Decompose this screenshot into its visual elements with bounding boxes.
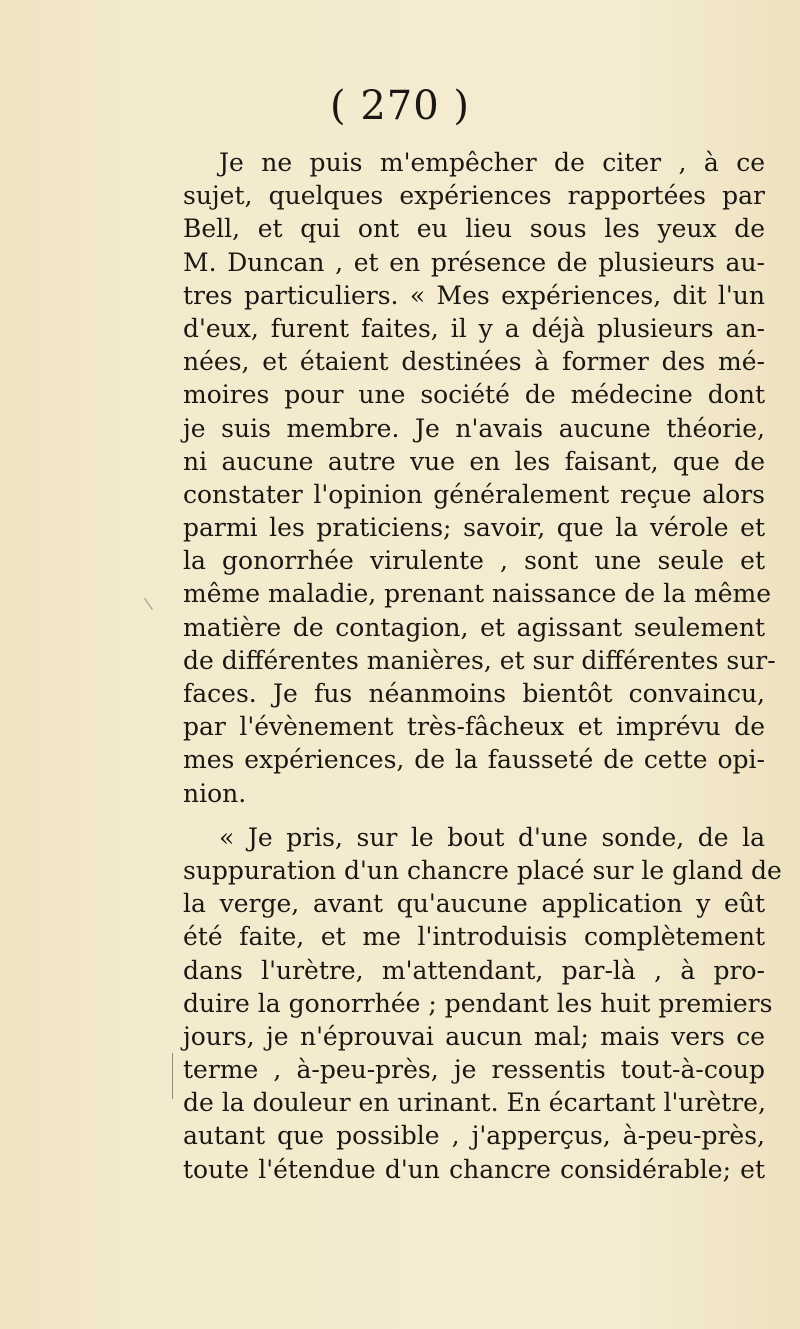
text-line: terme , à-peu-près, je ressentis tout-à-coup bbox=[183, 1055, 765, 1085]
text-line: je suis membre. Je n'avais aucune théorie, bbox=[183, 413, 765, 443]
text-line: faces. Je fus néanmoins bientôt convaincu, bbox=[183, 679, 765, 708]
text-line: été faite, et me l'introduisis complètement bbox=[183, 922, 765, 952]
text-line: M. Duncan , et en présence de plusieurs au- bbox=[183, 247, 765, 277]
text-line: mes expériences, de la fausseté de cette opi- bbox=[183, 745, 765, 775]
text-line: parmi les praticiens; savoir, que la vérole et bbox=[183, 513, 765, 543]
text-line: même maladie, prenant naissance de la même bbox=[183, 579, 772, 609]
text-line: la verge, avant qu'aucune application y eût bbox=[183, 889, 765, 919]
text-line: jours, je n'éprouvai aucun mal; mais vers ce bbox=[183, 1021, 765, 1051]
text-line: sujet, quelques expériences rapportées par bbox=[183, 181, 765, 211]
text-line: « Je pris, sur le bout d'une sonde, de la bbox=[219, 822, 765, 852]
text-line: nées, et étaient destinées à former des mé- bbox=[183, 347, 765, 377]
text-line: duire la gonorrhée ; pendant les huit premiers bbox=[183, 988, 773, 1018]
text-line: d'eux, furent faites, il y a déjà plusieurs an- bbox=[183, 313, 765, 343]
body-text bbox=[183, 146, 782, 1186]
text-line: dans l'urètre, m'attendant, par-là , à pro- bbox=[183, 955, 765, 985]
text-line: tres particuliers. « Mes expériences, dit l'un bbox=[183, 280, 765, 310]
page-number: ( 270 ) bbox=[330, 83, 470, 129]
text-line: matière de contagion, et agissant seulement bbox=[183, 612, 765, 642]
text-line: Je ne puis m'empêcher de citer , à ce bbox=[219, 148, 765, 177]
text-line: constater l'opinion généralement reçue alors bbox=[183, 479, 765, 509]
text-line: autant que possible , j'apperçus, à-peu-près, bbox=[183, 1121, 765, 1151]
text-line: de différentes manières, et sur différentes sur- bbox=[183, 645, 776, 675]
text-line: la gonorrhée virulente , sont une seule et bbox=[183, 546, 765, 576]
text-line: moires pour une société de médecine dont bbox=[183, 380, 765, 410]
paragraph-2 bbox=[183, 821, 782, 1186]
text-line: Bell, et qui ont eu lieu sous les yeux de bbox=[183, 214, 765, 244]
text-line: nion. bbox=[183, 778, 247, 808]
text-line: toute l'étendue d'un chancre considérable; et bbox=[183, 1154, 765, 1184]
text-line: par l'évènement très-fâcheux et imprévu de bbox=[183, 712, 765, 742]
paragraph-gap bbox=[183, 810, 765, 821]
text-line: de la douleur en urinant. En écartant l'urètre, bbox=[183, 1088, 766, 1118]
margin-pencil-mark bbox=[172, 1053, 173, 1099]
paragraph-1 bbox=[183, 146, 776, 810]
margin-pencil-mark bbox=[144, 598, 153, 610]
text-line: suppuration d'un chancre placé sur le gland de bbox=[183, 855, 782, 885]
text-line: ni aucune autre vue en les faisant, que de bbox=[183, 446, 765, 476]
